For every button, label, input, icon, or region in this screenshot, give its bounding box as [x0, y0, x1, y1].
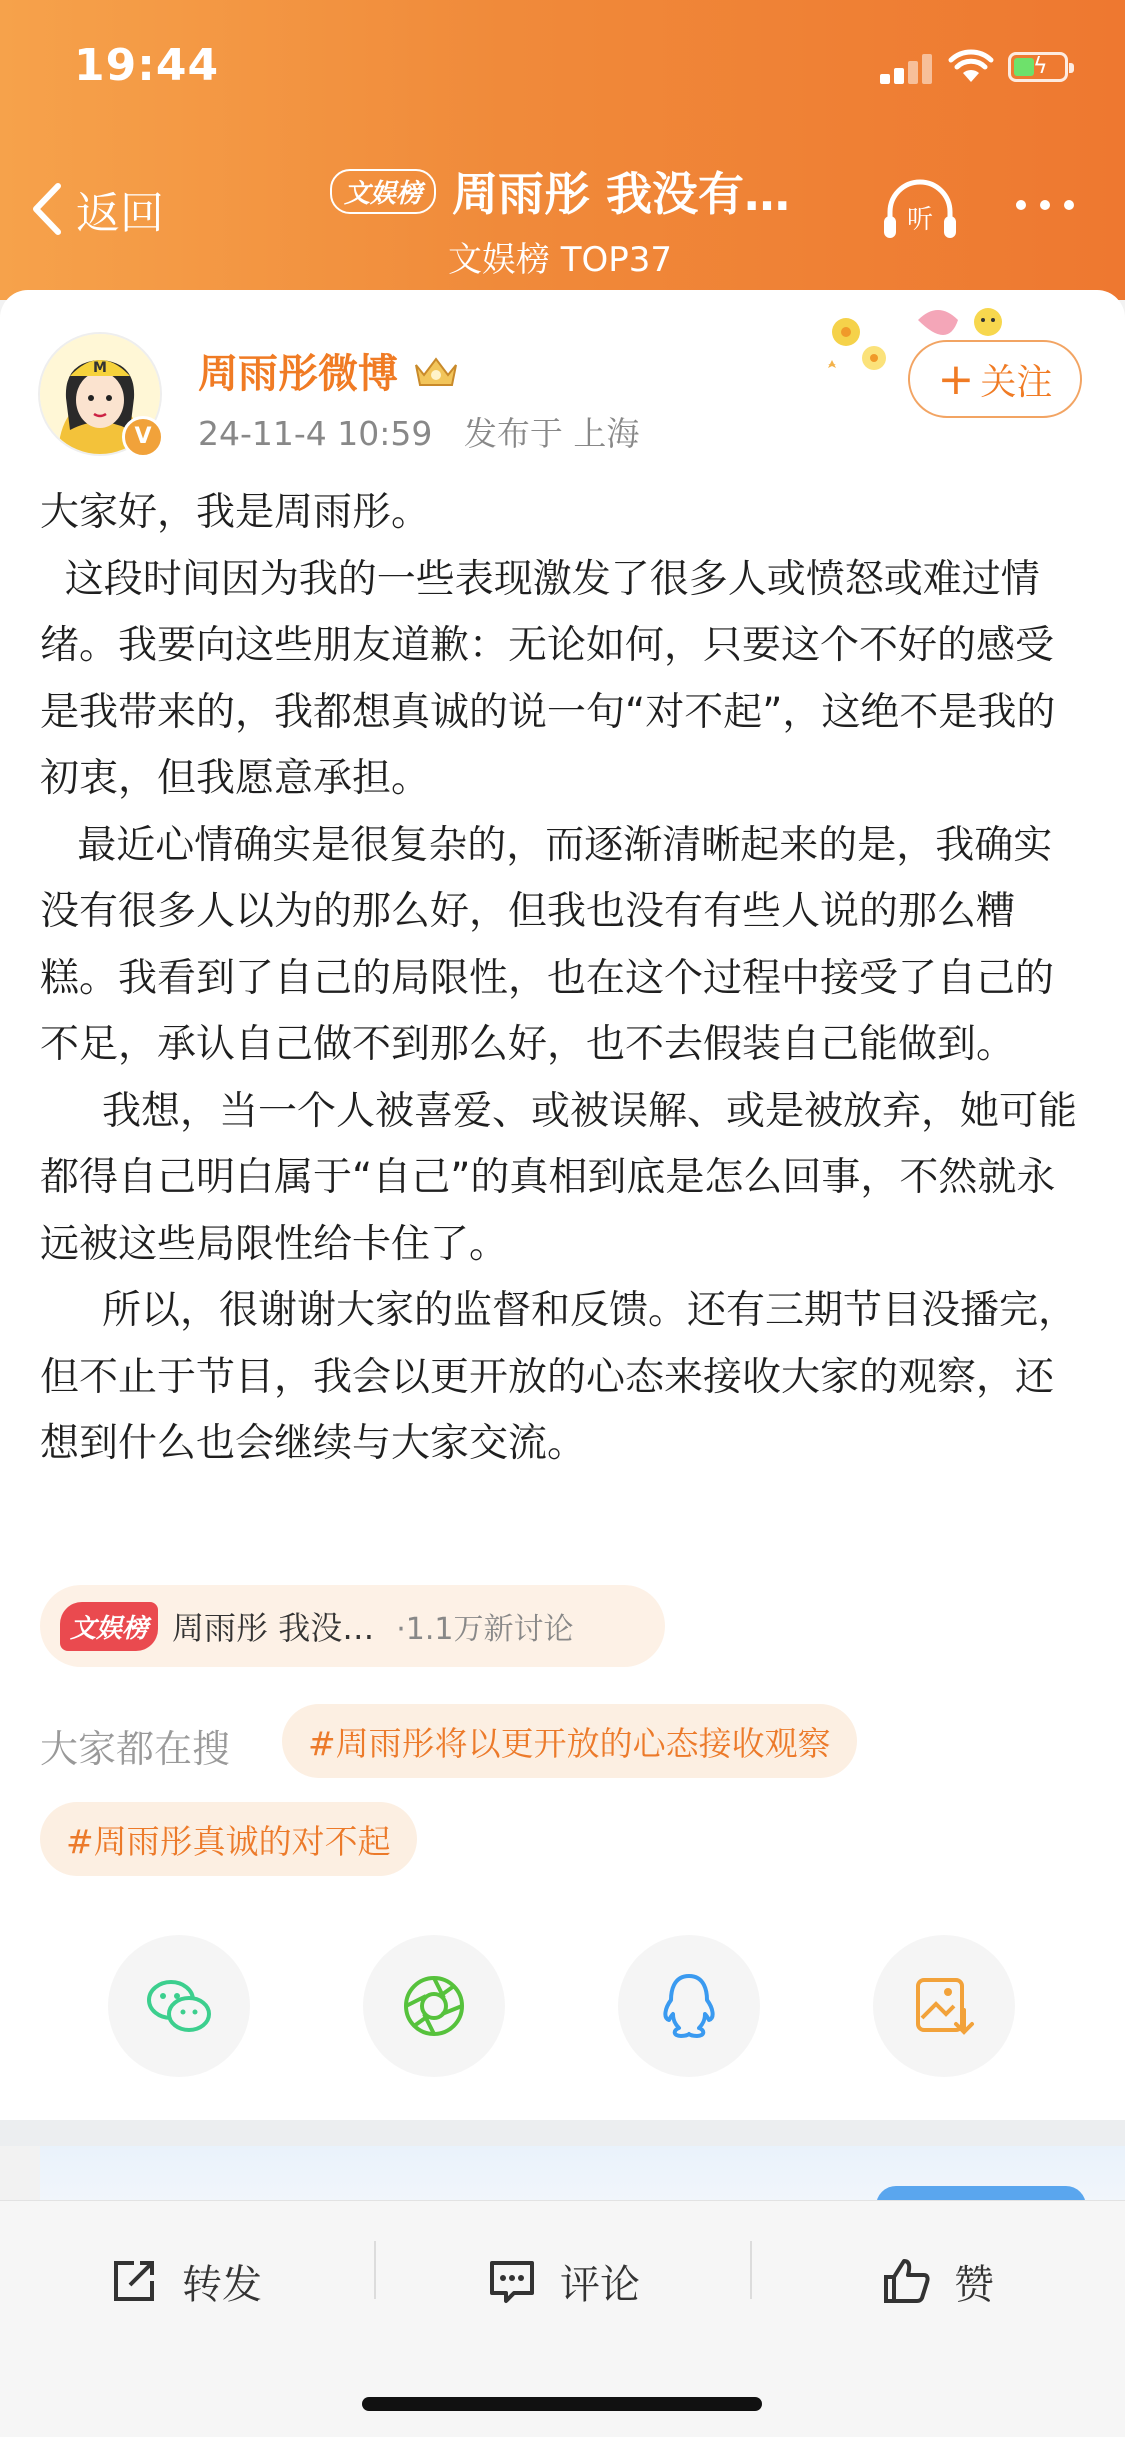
- member-crown-icon: [410, 351, 462, 391]
- topic-text: 周雨彤 我没…: [172, 1609, 375, 1647]
- search-chip[interactable]: #周雨彤将以更开放的心态接收观察: [282, 1704, 857, 1778]
- post-paragraph: 最近心情确实是很复杂的，而逐渐清晰起来的是，我确实没有很多人以为的那么好，但我也没有有些人说的那么糟糕。我看到了自己的局限性，也在这个过程中接受了自己的不足，承认自己做不到那么好，也不去假装自己能做到。: [40, 822, 1055, 1067]
- page-title: 周雨彤 我没有…: [452, 167, 791, 221]
- save-image-icon: [906, 1968, 982, 2044]
- author-name-text: 周雨彤微博: [198, 351, 398, 397]
- author-name[interactable]: [198, 342, 462, 399]
- comment-button[interactable]: [486, 2241, 640, 2321]
- status-time: 19:44: [74, 40, 220, 91]
- listen-button[interactable]: [880, 176, 960, 246]
- post-paragraph: 大家好，我是周雨彤。: [40, 490, 431, 535]
- post-meta: [198, 408, 639, 455]
- comment-label: 评论: [560, 2261, 640, 2308]
- topic-card[interactable]: [40, 1585, 665, 1667]
- like-label: 赞: [954, 2261, 994, 2308]
- back-label: 返回: [76, 188, 164, 239]
- moments-icon: [396, 1968, 472, 2044]
- page-subtitle: 文娱榜 TOP37: [447, 240, 673, 280]
- trending-search-label: 大家都在搜: [40, 1727, 231, 1771]
- repost-icon: [108, 2255, 160, 2307]
- next-post-preview: [40, 2146, 1125, 2206]
- share-moments-button[interactable]: [363, 1935, 505, 2077]
- back-button[interactable]: [30, 174, 164, 244]
- like-button[interactable]: [880, 2241, 994, 2321]
- svg-text:M: M: [93, 360, 107, 376]
- qq-icon: [651, 1968, 727, 2044]
- post-location: 发布于 上海: [463, 414, 640, 453]
- follow-button[interactable]: [908, 340, 1082, 418]
- listen-label: 听: [906, 205, 934, 235]
- topic-header[interactable]: [280, 158, 840, 281]
- share-qq-button[interactable]: [618, 1935, 760, 2077]
- bar-divider: [374, 2241, 376, 2299]
- post-paragraph: 我想，当一个人被喜爱、或被误解、或是被放弃，她可能都得自己明白属于“自己”的真相到底是怎么回事，不然就永远被这些局限性给卡住了。: [40, 1088, 1078, 1267]
- chevron-left-icon: [30, 182, 64, 236]
- bar-divider: [750, 2241, 752, 2299]
- nav-bar: [0, 150, 1125, 280]
- repost-label: 转发: [182, 2261, 262, 2308]
- share-wechat-button[interactable]: [108, 1935, 250, 2077]
- more-options-button[interactable]: [1016, 200, 1074, 210]
- status-bar: [0, 0, 1125, 140]
- post-paragraph: 这段时间因为我的一些表现激发了很多人或愤怒或难过情绪。我要向这些朋友道歉：无论如何，只要这个不好的感受是我带来的，我都想真诚的说一句“对不起”，这绝不是我的初衷，但我愿意承担。: [40, 556, 1056, 801]
- search-chip[interactable]: #周雨彤真诚的对不起: [40, 1802, 417, 1876]
- topic-tag: 文娱榜: [60, 1602, 158, 1651]
- ranking-tag: 文娱榜: [330, 169, 436, 214]
- post-paragraph: 所以，很谢谢大家的监督和反馈。还有三期节目没播完，但不止于节目，我会以更开放的心态来接收大家的观察，还想到什么也会继续与大家交流。: [40, 1288, 1078, 1466]
- home-indicator: [362, 2397, 762, 2411]
- topic-count: ·1.1万新讨论: [396, 1612, 574, 1647]
- section-divider: [0, 2120, 1125, 2146]
- wechat-icon: [141, 1968, 217, 2044]
- verified-badge: V: [122, 416, 164, 458]
- comment-icon: [486, 2255, 538, 2307]
- wifi-icon: [948, 48, 994, 84]
- follow-label: 关注: [980, 361, 1053, 403]
- post-date: 24-11-4 10:59: [198, 414, 433, 453]
- repost-button[interactable]: [108, 2241, 262, 2321]
- thumbs-up-icon: [880, 2255, 932, 2307]
- post-card: [0, 290, 1125, 2120]
- post-body: [40, 480, 1090, 1478]
- save-image-button[interactable]: [873, 1935, 1015, 2077]
- battery-icon: ϟ: [1008, 52, 1068, 82]
- plus-icon: +: [937, 353, 975, 405]
- cellular-signal-icon: [880, 52, 932, 84]
